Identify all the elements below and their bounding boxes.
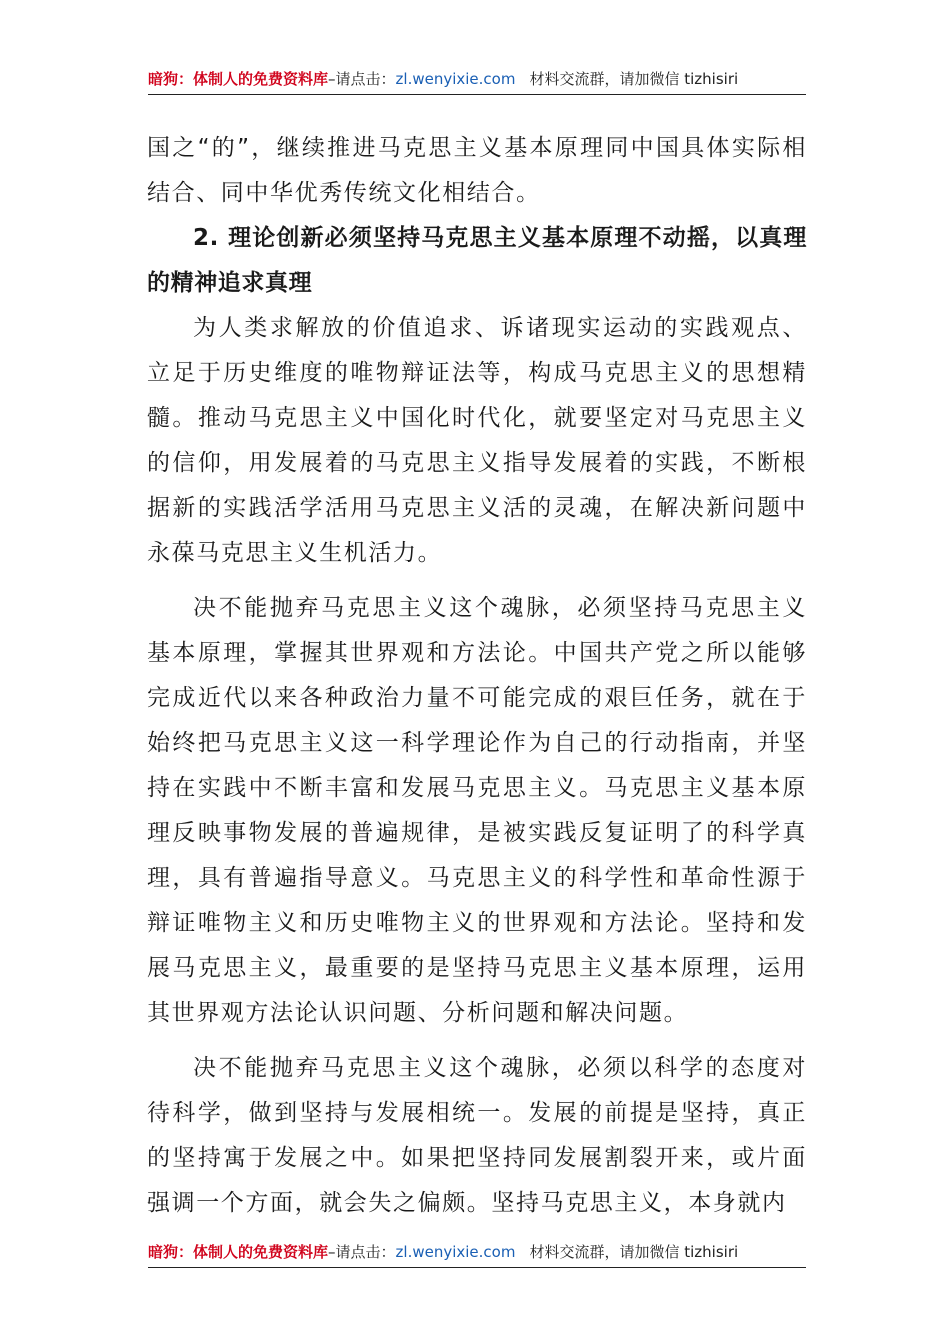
banner-contact: 材料交流群，请加微信 tizhisiri (529, 70, 739, 88)
section-heading: 2. 理论创新必须坚持马克思主义基本原理不动摇，以真理的精神追求真理 (147, 225, 807, 296)
banner-link-prefix: –请点击： (328, 1243, 396, 1261)
banner-link-prefix: –请点击： (328, 70, 396, 88)
body-paragraph: 决不能抛弃马克思主义这个魂脉，必须以科学的态度对待科学，做到坚持与发展相统一。发展的前提是坚持，真正的坚持寓于发展之中。如果把坚持同发展割裂开来，或片面强调一个方面，就会失之偏颇。坚持马克思主义，本身就内 (147, 1055, 807, 1216)
body-paragraph: 为人类求解放的价值追求、诉诸现实运动的实践观点、立足于历史维度的唯物辩证法等，构成马克思主义的思想精髓。推动马克思主义中国化时代化，就要坚定对马克思主义的信仰，用发展着的马克思主义指导发展着的实践，不断根据新的实践活学活用马克思主义活的灵魂，在解决新问题中永葆马克思主义生机活力。 (147, 315, 807, 566)
continuation-paragraph: 国之“的”，继续推进马克思主义基本原理同中国具体实际相结合、同中华优秀传统文化相结合。 (147, 135, 807, 206)
banner-url-link[interactable]: zl.wenyixie.com (395, 70, 516, 88)
footer-banner (148, 1237, 806, 1268)
banner-contact: 材料交流群，请加微信 tizhisiri (529, 1243, 739, 1261)
document-body (147, 126, 807, 1226)
banner-brand: 暗狗：体制人的免费资料库 (148, 70, 329, 88)
banner-brand: 暗狗：体制人的免费资料库 (148, 1243, 329, 1261)
body-paragraph: 决不能抛弃马克思主义这个魂脉，必须坚持马克思主义基本原理，掌握其世界观和方法论。中国共产党之所以能够完成近代以来各种政治力量不可能完成的艰巨任务，就在于始终把马克思主义这一科学理论作为自己的行动指南，并坚持在实践中不断丰富和发展马克思主义。马克思主义基本原理反映事物发展的普遍规律，是被实践反复证明了的科学真理，具有普遍指导意义。马克思主义的科学性和革命性源于辩证唯物主义和历史唯物主义的世界观和方法论。坚持和发展马克思主义，最重要的是坚持马克思主义基本原理，运用其世界观方法论认识问题、分析问题和解决问题。 (147, 595, 807, 1026)
header-banner (148, 64, 806, 95)
banner-url-link[interactable]: zl.wenyixie.com (395, 1243, 516, 1261)
